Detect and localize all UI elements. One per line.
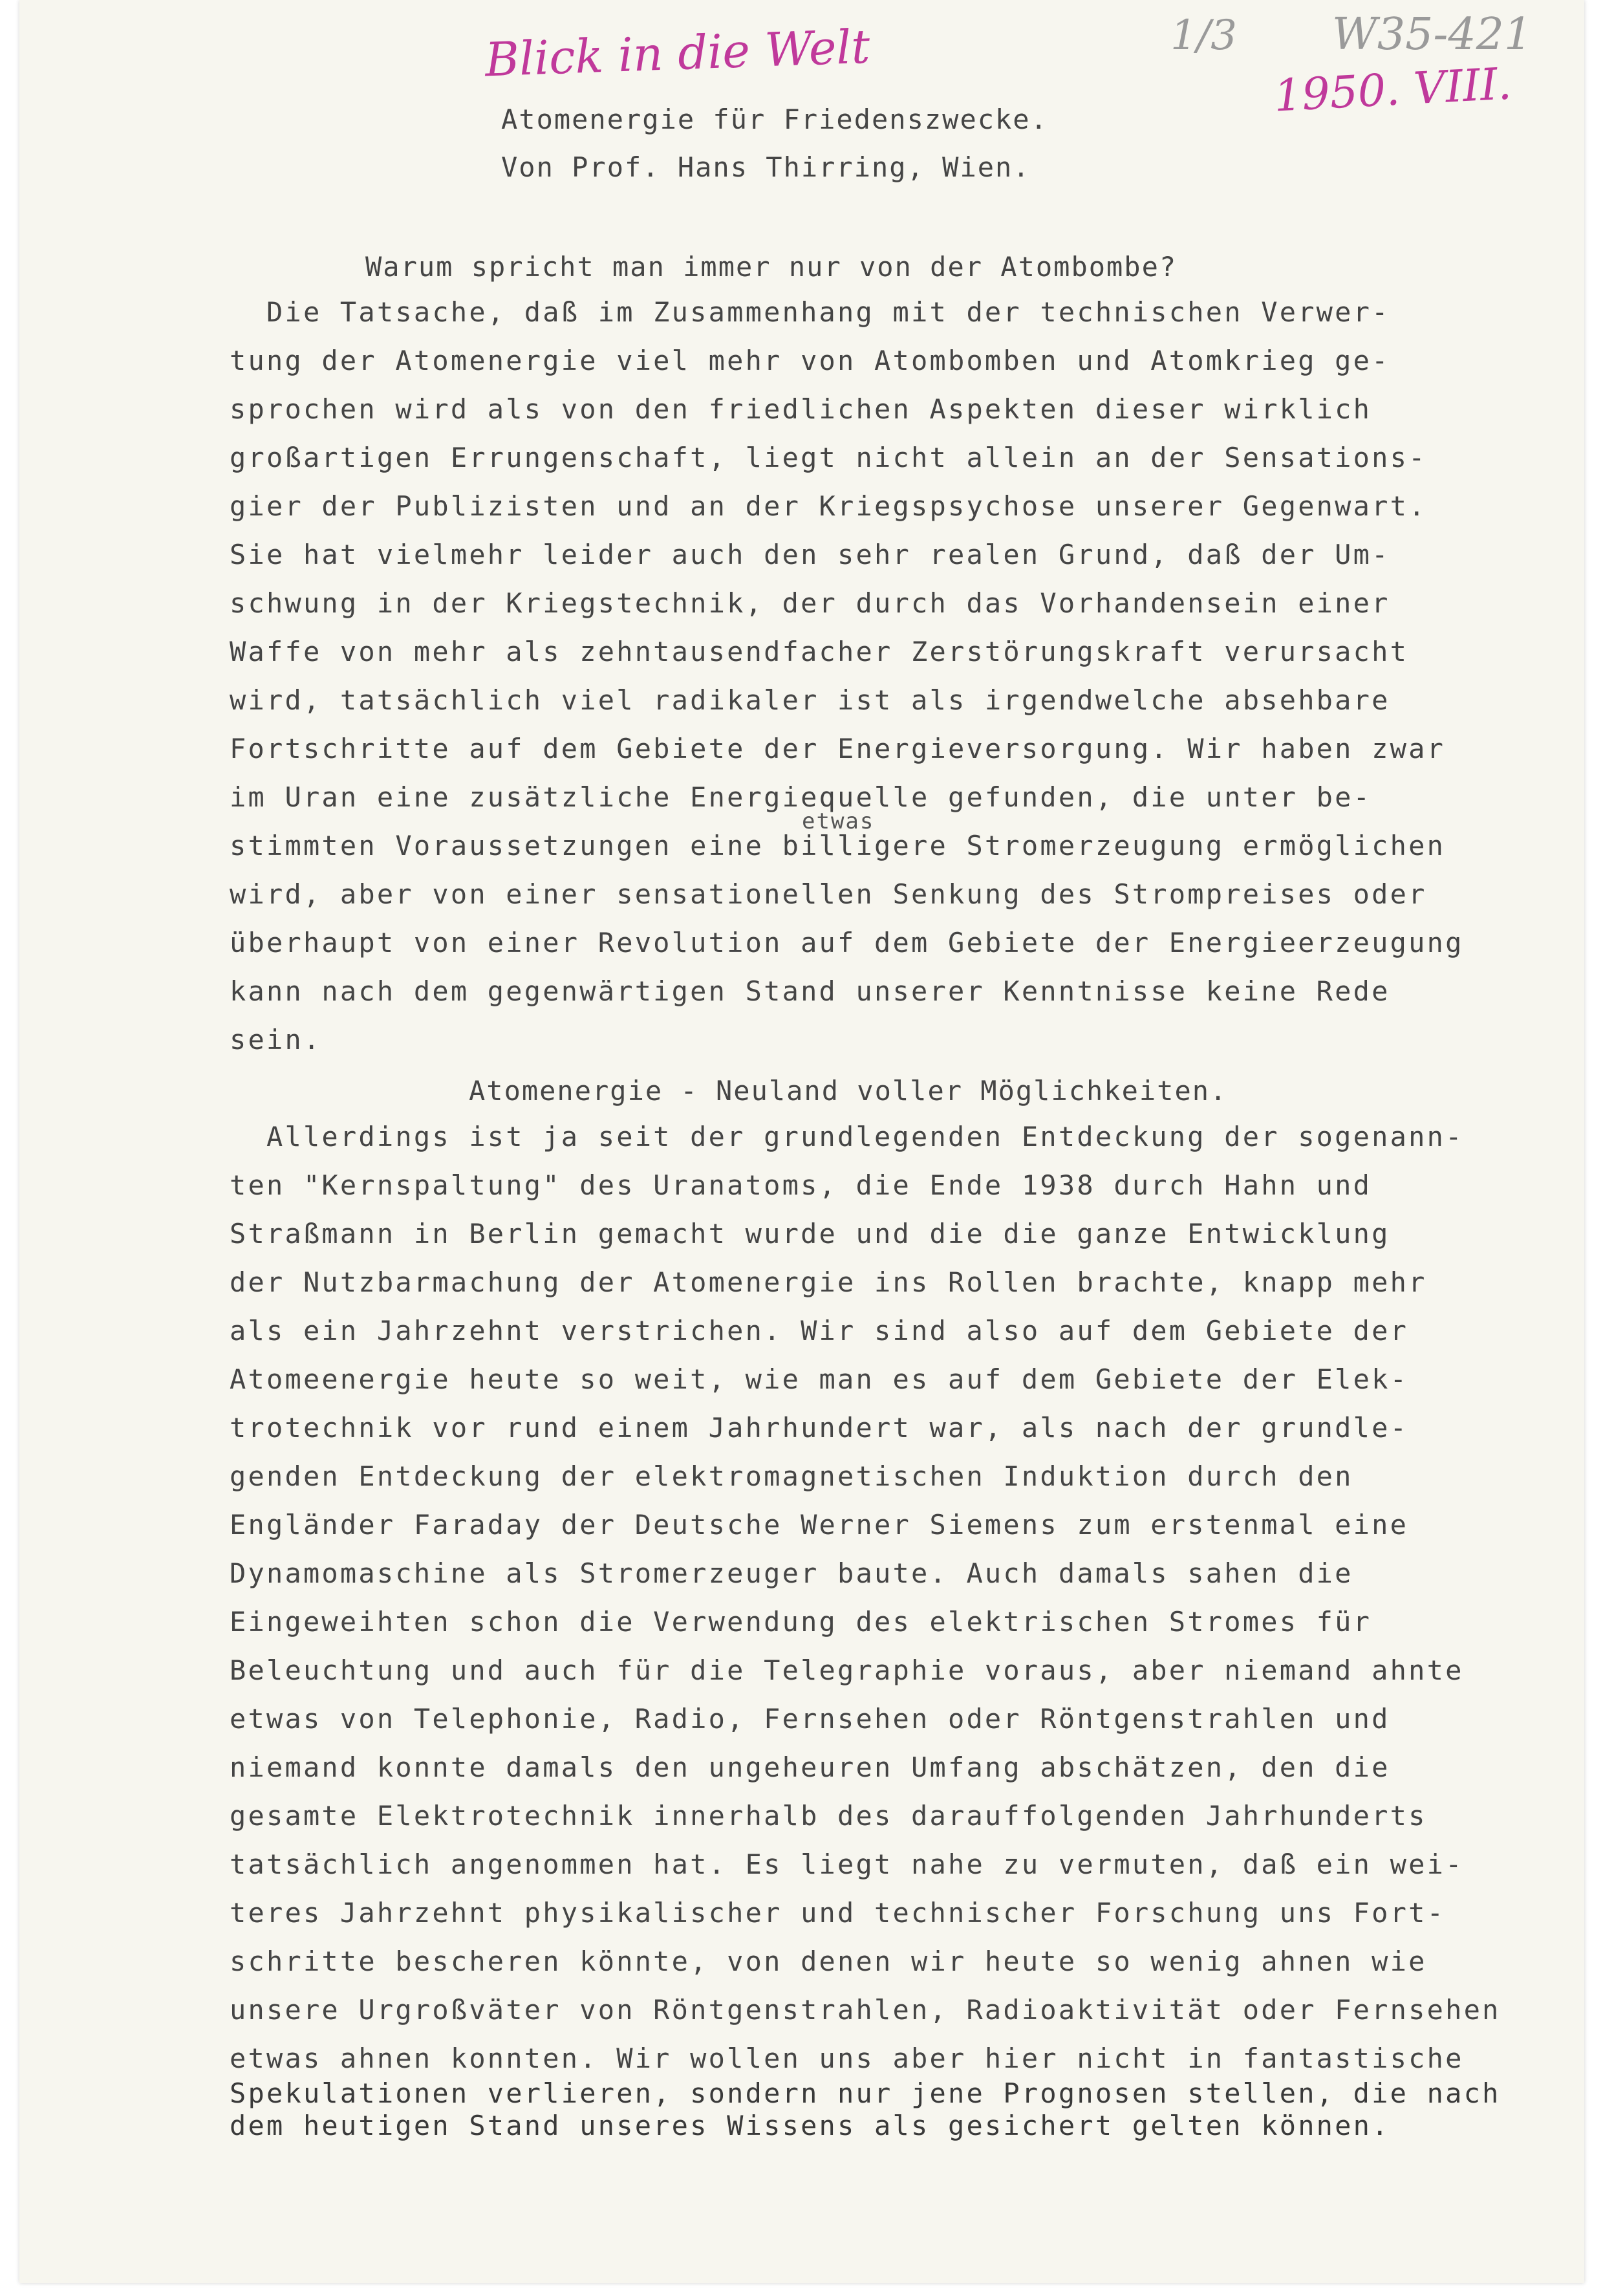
section2-line-18: schritte bescheren könnte, von denen wir heute so wenig ahnen wie bbox=[230, 1945, 1427, 1977]
section2-line-20: etwas ahnen konnten. Wir wollen uns aber hier nicht in fantastische bbox=[230, 2042, 1464, 2074]
section2-line-10: Dynamomaschine als Stromerzeuger baute. Auch damals sahen die bbox=[230, 1557, 1353, 1589]
handwritten-page-count: 1/3 bbox=[1170, 12, 1237, 60]
section1-line-6: Sie hat vielmehr leider auch den sehr realen Grund, daß der Um- bbox=[230, 539, 1390, 570]
section2-line-5: als ein Jahrzehnt verstrichen. Wir sind also auf dem Gebiete der bbox=[230, 1315, 1409, 1347]
article-title: Atomenergie für Friedenszwecke. bbox=[501, 103, 1048, 135]
section2-line-3: Straßmann in Berlin gemacht wurde und die die ganze Entwicklung bbox=[230, 1218, 1390, 1250]
section1-line-13: wird, aber von einer sensationellen Senkung des Strompreises oder bbox=[230, 878, 1427, 910]
section1-line-14: überhaupt von einer Revolution auf dem Gebiete der Energieerzeugung bbox=[230, 927, 1464, 958]
section2-line-19: unsere Urgroßväter von Röntgenstrahlen, Radioaktivität oder Fernsehen bbox=[230, 1994, 1501, 2026]
section1-line-1: Die Tatsache, daß im Zusammenhang mit der technischen Verwer- bbox=[230, 296, 1390, 328]
section2-tail-line-2: dem heutigen Stand unseres Wissens als gesichert gelten können. bbox=[230, 2110, 1390, 2141]
section-heading-2: Atomenergie - Neuland voller Möglichkeiten. bbox=[469, 1075, 1228, 1107]
section2-line-6: Atomeenergie heute so weit, wie man es auf dem Gebiete der Elek- bbox=[230, 1363, 1409, 1395]
section1-line-8: Waffe von mehr als zehntausendfacher Zerstörungskraft verursacht bbox=[230, 636, 1409, 667]
handwritten-archive-id: W35-421 bbox=[1332, 9, 1533, 60]
inserted-word: etwas bbox=[802, 808, 875, 834]
section2-line-12: Beleuchtung und auch für die Telegraphie voraus, aber niemand ahnte bbox=[230, 1654, 1464, 1686]
section2-line-15: gesamte Elektrotechnik innerhalb des darauffolgenden Jahrhunderts bbox=[230, 1800, 1427, 1832]
section2-tail-line-1: Spekulationen verlieren, sondern nur jene Prognosen stellen, die nach bbox=[230, 2077, 1501, 2109]
section2-line-14: niemand konnte damals den ungeheuren Umfang abschätzen, den die bbox=[230, 1751, 1390, 1783]
section2-line-1: Allerdings ist ja seit der grundlegenden Entdeckung der sogenann- bbox=[230, 1121, 1464, 1153]
section2-line-8: genden Entdeckung der elektromagnetischen Induktion durch den bbox=[230, 1460, 1353, 1492]
handwritten-source-note: Blick in die Welt bbox=[484, 19, 871, 87]
section2-line-17: teres Jahrzehnt physikalischer und technischer Forschung uns Fort- bbox=[230, 1897, 1446, 1929]
section2-line-13: etwas von Telephonie, Radio, Fernsehen oder Röntgenstrahlen und bbox=[230, 1703, 1390, 1735]
section1-line-12: stimmten Voraussetzungen eine billigere Stromerzeugung ermöglichen bbox=[230, 830, 1446, 861]
article-author: Von Prof. Hans Thirring, Wien. bbox=[501, 151, 1031, 183]
section-heading-1: Warum spricht man immer nur von der Atombombe? bbox=[365, 251, 1178, 283]
section1-line-5: gier der Publizisten und an der Kriegspsychose unserer Gegenwart. bbox=[230, 490, 1427, 522]
document-page bbox=[19, 0, 1584, 2283]
section1-line-7: schwung in der Kriegstechnik, der durch das Vorhandensein einer bbox=[230, 587, 1390, 619]
section1-line-11: im Uran eine zusätzliche Energiequelle gefunden, die unter be- bbox=[230, 781, 1372, 813]
section2-line-9: Engländer Faraday der Deutsche Werner Siemens zum erstenmal eine bbox=[230, 1509, 1409, 1541]
section1-line-3: sprochen wird als von den friedlichen Aspekten dieser wirklich bbox=[230, 393, 1372, 425]
section2-line-11: Eingeweihten schon die Verwendung des elektrischen Stromes für bbox=[230, 1606, 1372, 1638]
section1-line-10: Fortschritte auf dem Gebiete der Energieversorgung. Wir haben zwar bbox=[230, 733, 1446, 764]
handwritten-date-note: 1950. VIII. bbox=[1273, 58, 1513, 122]
section2-line-16: tatsächlich angenommen hat. Es liegt nahe zu vermuten, daß ein wei- bbox=[230, 1848, 1464, 1880]
section1-line-16: sein. bbox=[230, 1024, 322, 1056]
section2-line-2: ten "Kernspaltung" des Uranatoms, die Ende 1938 durch Hahn und bbox=[230, 1169, 1372, 1201]
section2-line-4: der Nutzbarmachung der Atomenergie ins Rollen brachte, knapp mehr bbox=[230, 1266, 1427, 1298]
section2-line-7: trotechnik vor rund einem Jahrhundert war, als nach der grundle- bbox=[230, 1412, 1409, 1444]
section1-line-2: tung der Atomenergie viel mehr von Atombomben und Atomkrieg ge- bbox=[230, 345, 1390, 376]
section1-line-4: großartigen Errungenschaft, liegt nicht allein an der Sensations- bbox=[230, 442, 1427, 473]
section1-line-9: wird, tatsächlich viel radikaler ist als irgendwelche absehbare bbox=[230, 684, 1390, 716]
section1-line-15: kann nach dem gegenwärtigen Stand unserer Kenntnisse keine Rede bbox=[230, 975, 1390, 1007]
